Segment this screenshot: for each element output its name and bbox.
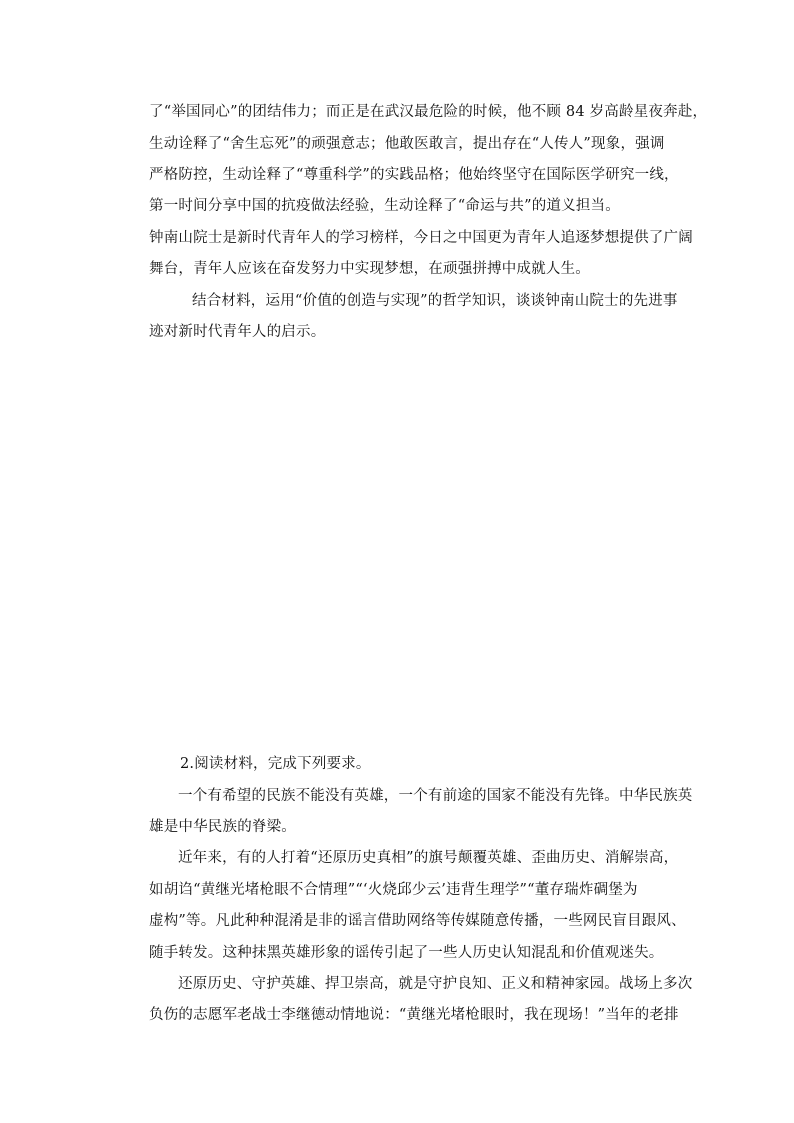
paragraph-line: 近年来，有的人打着“还原历史真相”的旗号颠覆英雄、歪曲历史、消解崇高， bbox=[178, 850, 679, 866]
paragraph-line: 虚构”等。凡此种种混淆是非的谣言借助网络等传媒随意传播，一些网民盲目跟风、 bbox=[149, 913, 686, 929]
question-heading: 2.阅读材料，完成下列要求。 bbox=[180, 756, 371, 772]
paragraph-line: 了“举国同心”的团结伟力；而正是在武汉最危险的时候，他不顾 84 岁高龄星夜奔赴， bbox=[149, 104, 708, 120]
paragraph-line: 一个有希望的民族不能没有英雄，一个有前途的国家不能没有先锋。中华民族英 bbox=[178, 788, 693, 804]
paragraph-line: 舞台，青年人应该在奋发努力中实现梦想，在顽强拼搏中成就人生。 bbox=[149, 261, 590, 277]
paragraph-line: 钟南山院士是新时代青年人的学习榜样，今日之中国更为青年人追逐梦想提供了广阔 bbox=[149, 230, 693, 246]
question-prompt-line: 结合材料，运用“价值的创造与实现”的哲学知识，谈谈钟南山院士的先进事 bbox=[192, 293, 678, 309]
paragraph-line: 负伤的志愿军老战士李继德动情地说：“黄继光堵枪眼时，我在现场！”当年的老排 bbox=[149, 1007, 679, 1023]
paragraph-line: 生动诠释了“舍生忘死”的顽强意志；他敢医敢言，提出存在“人传人”现象，强调 bbox=[149, 136, 665, 152]
paragraph-line: 雄是中华民族的脊梁。 bbox=[149, 819, 296, 835]
paragraph-line: 如胡诌“黄继光堵枪眼不合情理”“‘火烧邱少云’违背生理学”“董存瑞炸碉堡为 bbox=[149, 882, 638, 898]
paragraph-line: 第一时间分享中国的抗疫做法经验，生动诠释了“命运与共”的道义担当。 bbox=[149, 198, 620, 214]
paragraph-line: 随手转发。这种抹黑英雄形象的谣传引起了一些人历史认知混乱和价值观迷失。 bbox=[149, 945, 664, 961]
paragraph-line: 严格防控，生动诠释了“尊重科学”的实践品格；他始终坚守在国际医学研究一线， bbox=[149, 167, 679, 183]
question-prompt-line: 迹对新时代青年人的启示。 bbox=[149, 324, 326, 340]
paragraph-line: 还原历史、守护英雄、捍卫崇高，就是守护良知、正义和精神家园。战场上多次 bbox=[178, 976, 693, 992]
